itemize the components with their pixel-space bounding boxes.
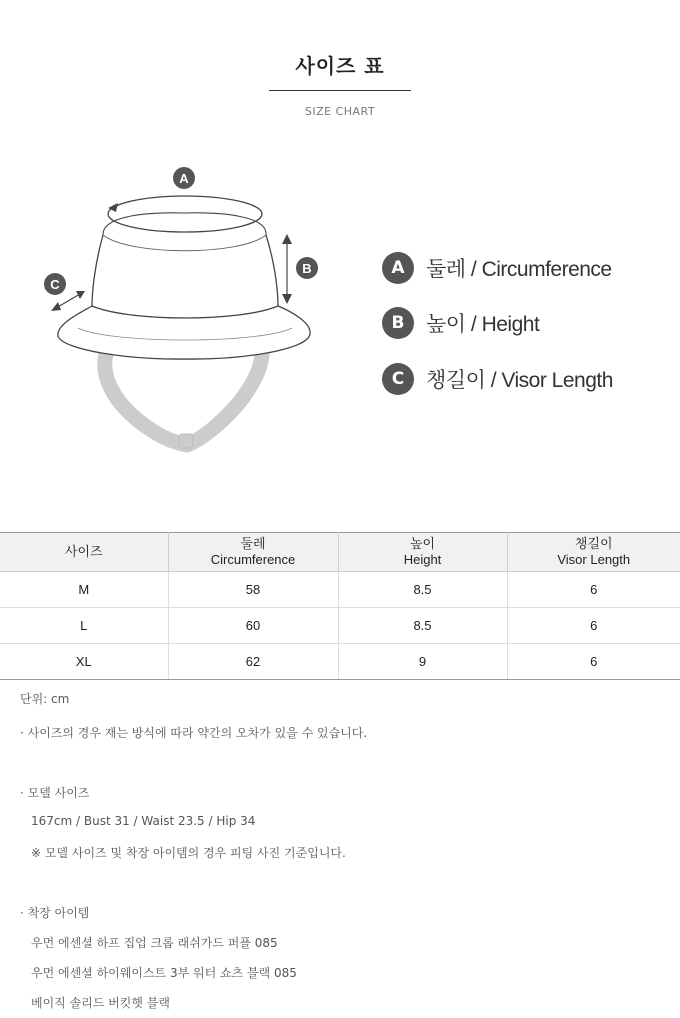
cell-visor-length: 6 [507, 644, 680, 680]
items-heading: · 착장 아이템 [20, 906, 90, 920]
header-visor-length: 챙길이 Visor Length [507, 533, 680, 572]
title-divider [269, 90, 411, 91]
circumference-line [108, 196, 262, 232]
legend-badge-a: A [382, 252, 414, 284]
cell-size: L [0, 608, 168, 644]
list-item: 우먼 에센셜 하프 집업 크롭 래쉬가드 퍼플 085 [31, 936, 278, 950]
model-note: ※ 모델 사이즈 및 착장 아이템의 경우 피팅 사진 기준입니다. [31, 846, 346, 860]
header-size: 사이즈 [0, 533, 168, 572]
measurement-note: · 사이즈의 경우 재는 방식에 따라 약간의 오차가 있을 수 있습니다. [20, 726, 368, 740]
cell-height: 8.5 [338, 608, 507, 644]
table-row [0, 572, 680, 608]
page-title: 사이즈 표 [295, 54, 385, 78]
legend-label-visor: 챙길이 / Visor Length [426, 369, 613, 392]
list-item: 우먼 에센셜 하이웨이스트 3부 워터 쇼츠 블랙 085 [31, 966, 297, 980]
cell-circumference: 58 [168, 572, 338, 608]
table-header-row [0, 533, 680, 572]
cell-height: 9 [338, 644, 507, 680]
legend-label-height: 높이 / Height [426, 313, 540, 336]
marker-b-label: B [302, 261, 312, 276]
size-table [0, 532, 680, 680]
hat-crown [92, 235, 278, 318]
marker-a-label: A [179, 171, 189, 186]
table-row [0, 608, 680, 644]
header-circumference: 둘레 Circumference [168, 533, 338, 572]
cell-visor-length: 6 [507, 608, 680, 644]
model-heading: · 모델 사이즈 [20, 786, 90, 800]
model-size: 167cm / Bust 31 / Waist 23.5 / Hip 34 [31, 814, 256, 828]
cell-height: 8.5 [338, 572, 507, 608]
header-height: 높이 Height [338, 533, 507, 572]
legend-badge-c: C [382, 363, 414, 395]
chin-strap [105, 346, 262, 445]
strap-toggle [179, 434, 193, 448]
cell-size: XL [0, 644, 168, 680]
cell-circumference: 62 [168, 644, 338, 680]
page-subtitle: SIZE CHART [304, 105, 376, 118]
cell-circumference: 60 [168, 608, 338, 644]
cell-size: M [0, 572, 168, 608]
cell-visor-length: 6 [507, 572, 680, 608]
visor-arrow [56, 294, 80, 308]
legend-badge-b: B [382, 307, 414, 339]
table-row [0, 644, 680, 680]
bucket-hat-diagram [40, 160, 330, 460]
unit-note: 단위: cm [20, 692, 70, 706]
legend-label-circumference: 둘레 / Circumference [426, 258, 612, 281]
list-item: 베이직 솔리드 버킷햇 블랙 [31, 996, 170, 1010]
marker-c-label: C [50, 277, 60, 292]
